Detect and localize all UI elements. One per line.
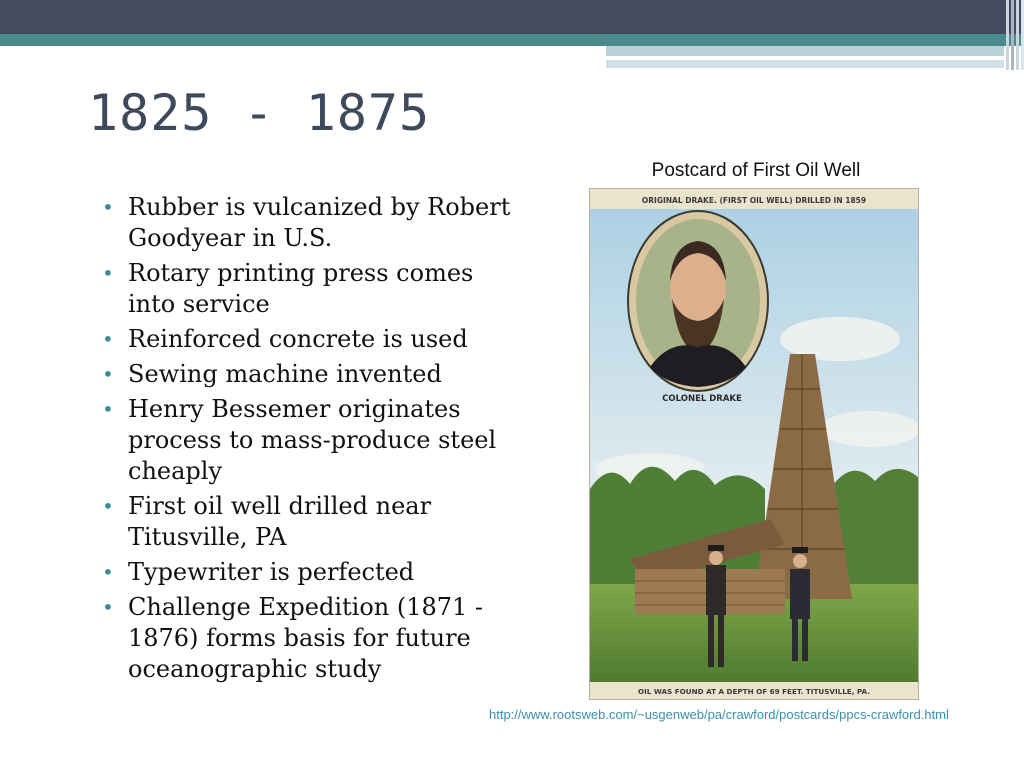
vertical-bar bbox=[1011, 0, 1014, 70]
bullet-item: • Sewing machine invented bbox=[100, 359, 520, 390]
slide-title: 1825 - 1875 bbox=[88, 84, 431, 142]
postcard-image bbox=[589, 188, 919, 700]
header-band-dark bbox=[0, 0, 1024, 34]
bullet-list bbox=[100, 192, 520, 689]
vertical-bar bbox=[1016, 0, 1019, 70]
source-link[interactable]: http://www.rootsweb.com/~usgenweb/pa/crawford/postcards/ppcs-crawford.html bbox=[489, 707, 949, 722]
bullet-item: • Typewriter is perfected bbox=[100, 557, 520, 588]
header-band-light-lower bbox=[606, 60, 1004, 68]
postcard-bottom-text: OIL WAS FOUND AT A DEPTH OF 69 FEET. TITUSVILLE, PA. bbox=[638, 687, 870, 696]
header-band-white-line bbox=[606, 56, 946, 59]
header-vertical-bars bbox=[996, 0, 1024, 70]
image-caption: Postcard of First Oil Well bbox=[651, 160, 861, 181]
bullet-item: • Reinforced concrete is used bbox=[100, 324, 520, 355]
bullet-item: • Henry Bessemer originates process to mass-produce steel cheaply bbox=[100, 394, 520, 487]
header-band-teal bbox=[0, 34, 1024, 46]
postcard-cloud bbox=[820, 411, 918, 447]
vertical-bar bbox=[1006, 0, 1009, 70]
bullet-item: • Rubber is vulcanized by Robert Goodyear in U.S. bbox=[100, 192, 520, 254]
postcard-portrait-label: COLONEL DRAKE bbox=[662, 394, 742, 404]
postcard-top-text: ORIGINAL DRAKE. (FIRST OIL WELL) DRILLED IN 1859 bbox=[641, 196, 867, 205]
bullet-item: • Rotary printing press comes into service bbox=[100, 258, 520, 320]
bullet-item: • First oil well drilled near Titusville, PA bbox=[100, 491, 520, 553]
bullet-item: • Challenge Expedition (1871 - 1876) forms basis for future oceanographic study bbox=[100, 592, 520, 685]
header-band-light bbox=[606, 46, 1004, 56]
